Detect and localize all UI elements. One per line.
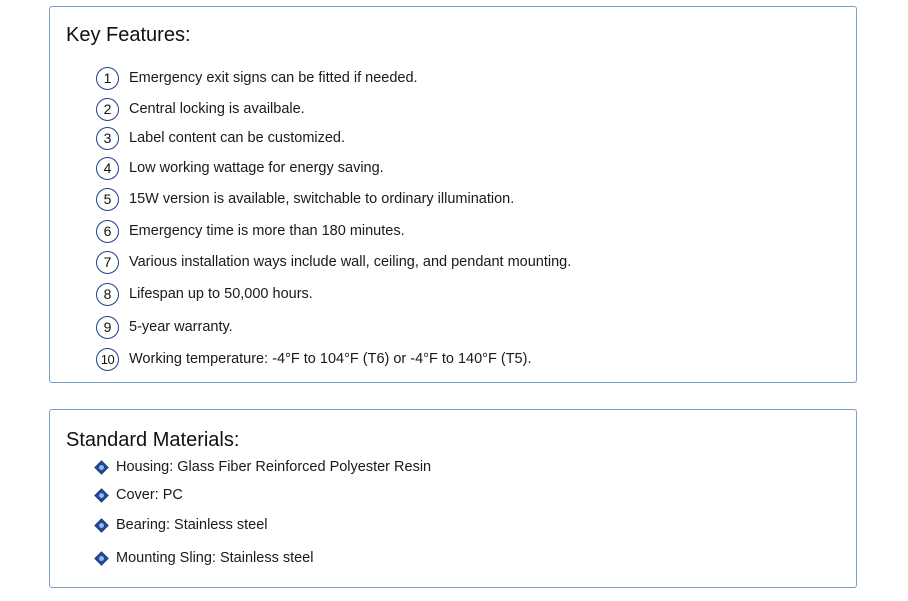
key-features-panel xyxy=(49,6,857,383)
material-item xyxy=(94,547,313,569)
numbered-circle-icon: 7 xyxy=(96,251,119,274)
feature-text: Emergency time is more than 180 minutes. xyxy=(129,223,405,239)
feature-text: Low working wattage for energy saving. xyxy=(129,160,384,176)
feature-item xyxy=(96,218,405,244)
diamond-bullet-icon xyxy=(94,518,109,533)
feature-text: Emergency exit signs can be fitted if needed. xyxy=(129,70,418,86)
numbered-circle-icon: 9 xyxy=(96,316,119,339)
material-text: Cover: PC xyxy=(116,487,183,503)
feature-text: Lifespan up to 50,000 hours. xyxy=(129,286,313,302)
feature-text: Central locking is availbale. xyxy=(129,101,305,117)
material-item xyxy=(94,484,183,506)
numbered-circle-icon: 1 xyxy=(96,67,119,90)
feature-text: 5-year warranty. xyxy=(129,319,233,335)
numbered-circle-icon: 6 xyxy=(96,220,119,243)
numbered-circle-icon: 10 xyxy=(96,348,119,371)
numbered-circle-icon: 4 xyxy=(96,157,119,180)
diamond-bullet-icon xyxy=(94,488,109,503)
feature-text: Label content can be customized. xyxy=(129,130,346,146)
feature-text: 15W version is available, switchable to ordinary illumination. xyxy=(129,191,515,207)
standard-materials-panel xyxy=(49,409,857,588)
feature-text: Various installation ways include wall, ceiling, and pendant mounting. xyxy=(129,254,572,270)
material-item xyxy=(94,456,431,478)
feature-text: Working temperature: -4°F to 104°F (T6) or -4°F to 140°F (T5). xyxy=(129,351,532,367)
key-features-title: Key Features: xyxy=(66,24,191,46)
numbered-circle-icon: 5 xyxy=(96,188,119,211)
feature-item xyxy=(96,249,571,275)
material-item xyxy=(94,514,268,536)
diamond-bullet-icon xyxy=(94,551,109,566)
feature-item xyxy=(96,96,305,122)
feature-item xyxy=(96,314,233,340)
feature-item xyxy=(96,125,345,151)
numbered-circle-icon: 3 xyxy=(96,127,119,150)
material-text: Bearing: Stainless steel xyxy=(116,517,268,533)
feature-item xyxy=(96,155,384,181)
diamond-bullet-icon xyxy=(94,460,109,475)
feature-item xyxy=(96,281,313,307)
feature-item xyxy=(96,346,531,372)
feature-item xyxy=(96,65,418,91)
material-text: Mounting Sling: Stainless steel xyxy=(116,550,314,566)
numbered-circle-icon: 8 xyxy=(96,283,119,306)
material-text: Housing: Glass Fiber Reinforced Polyester Resin xyxy=(116,459,432,475)
standard-materials-title: Standard Materials: xyxy=(66,429,240,451)
numbered-circle-icon: 2 xyxy=(96,98,119,121)
feature-item xyxy=(96,186,514,212)
